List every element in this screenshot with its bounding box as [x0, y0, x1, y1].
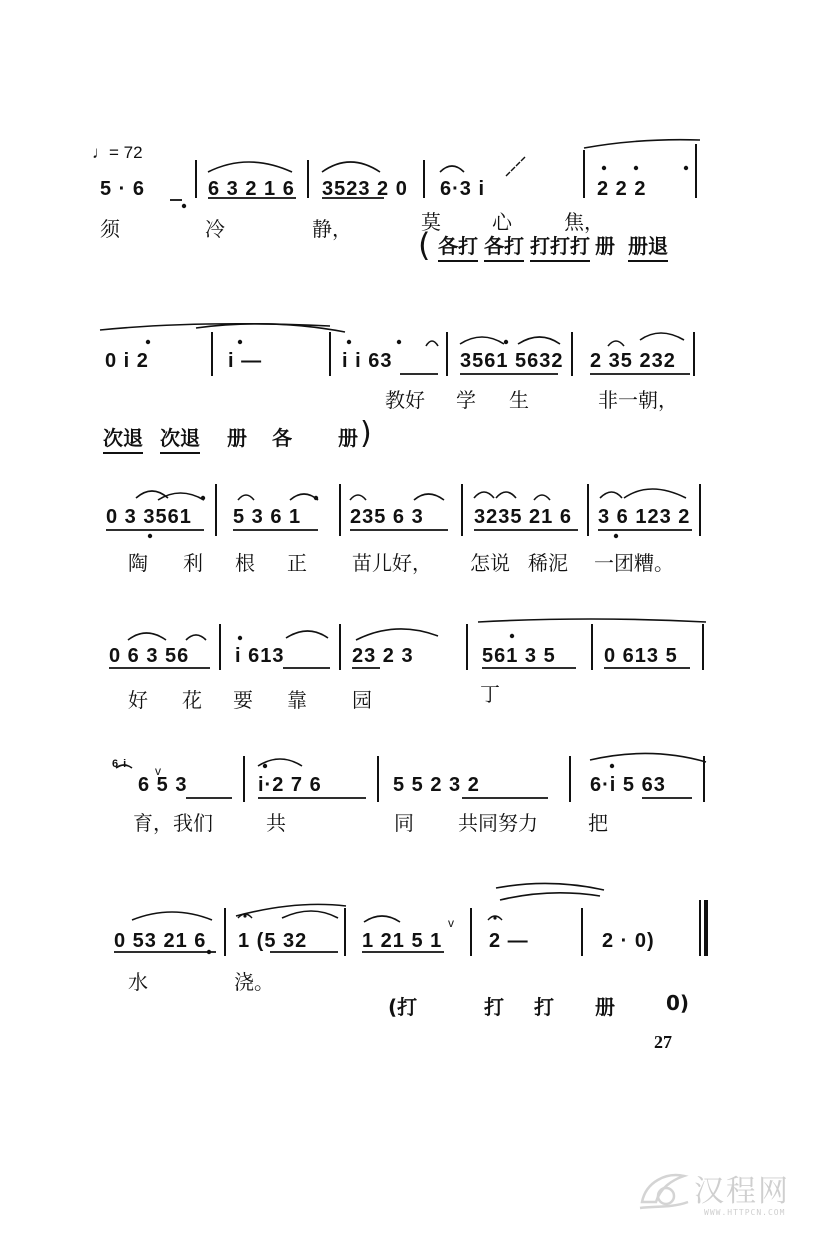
lyric: 靠 — [287, 688, 307, 712]
lyric: 须 — [100, 217, 120, 241]
lyric: 陶 — [128, 551, 148, 575]
lyric: 焦， — [564, 210, 604, 234]
perc-syllable: 打 — [534, 995, 554, 1019]
measure: 3 6 123 2 — [598, 506, 691, 528]
lyric: 一团糟。 — [594, 551, 674, 575]
lyric: 丁 — [480, 682, 500, 706]
measure: 0 i 2 — [105, 350, 149, 372]
perc-syllable: 各打 — [438, 230, 478, 262]
paren-open: ( — [418, 226, 431, 264]
measure: 5 3 6 1 — [233, 506, 302, 528]
lyric: 把 — [588, 811, 608, 835]
measure: 23 2 3 — [352, 645, 414, 667]
watermark-text: 汉程网 — [694, 1174, 790, 1209]
lyric: 利 — [183, 551, 203, 575]
watermark-url: WWW.HTTPCN.COM — [704, 1208, 786, 1217]
measure: 0 6 3 56 — [109, 645, 190, 667]
measure: 0 3 3561 — [106, 506, 192, 528]
measure: i 613 — [235, 645, 285, 667]
measure: 235 6 3 — [350, 506, 424, 528]
perc-syllable: 各打 — [484, 230, 524, 262]
lyric: 根 — [235, 551, 255, 575]
perc-syllable: (打 — [388, 995, 418, 1019]
perc-syllable: 0) — [666, 991, 690, 1015]
octave-dots — [146, 166, 691, 954]
perc-syllable: 册 — [595, 234, 615, 258]
paren-close: ) — [360, 416, 372, 451]
lyric: 学 — [456, 388, 476, 412]
lyric: 共 — [266, 811, 286, 835]
measure: 5 · 6 — [100, 178, 146, 200]
perc-syllable: 打 — [484, 995, 504, 1019]
bar-lines — [196, 144, 706, 956]
lyric: 好 — [128, 688, 148, 712]
lyric: 同 — [394, 811, 414, 835]
measure: 3235 21 6 — [474, 506, 572, 528]
lyric: 稀泥 — [528, 551, 568, 575]
lyric: 要 — [233, 688, 253, 712]
measure: 561 3 5 — [482, 645, 556, 667]
lyric: 心 — [492, 210, 512, 234]
measure: 5 5 2 3 2 — [393, 774, 480, 796]
measure: 2 2 2 — [597, 178, 647, 200]
perc-syllable: 打打打 — [530, 230, 590, 262]
perc-syllable: 册 — [227, 426, 247, 450]
perc-syllable: 册 — [338, 426, 358, 450]
lyric: 怎说 — [470, 551, 510, 575]
lyric: 浇。 — [234, 970, 274, 994]
measure: i — — [228, 350, 263, 372]
lyric: 生 — [509, 388, 529, 412]
lyric: 非一朝， — [598, 388, 678, 412]
perc-syllable: 各 — [272, 426, 292, 450]
breath-mark: v — [155, 764, 161, 778]
lyric: 正 — [287, 551, 307, 575]
measure: 0 53 21 6 — [114, 930, 207, 952]
perc-syllable: 册 — [595, 995, 615, 1019]
lyric: 苗儿好， — [352, 551, 432, 575]
lyric: 莫 — [421, 210, 441, 234]
lyric: 冷 — [205, 217, 225, 241]
measure: 1 21 5 1 — [362, 930, 443, 952]
tempo-marking: ♩= 72 — [92, 143, 143, 162]
glissando-mark — [506, 157, 525, 176]
page-number: 27 — [654, 1032, 672, 1052]
measure: 2 · 0) — [602, 930, 655, 952]
measure: i·2 7 6 — [258, 774, 322, 796]
measure: 3561 5632 — [460, 350, 564, 372]
breath-mark: v — [448, 916, 454, 930]
lyric: 花 — [182, 688, 202, 712]
measure: 1 (5 32 — [238, 930, 308, 952]
lyric: 育，我们 — [133, 811, 213, 835]
lyric: 水 — [128, 970, 148, 994]
measure: 2 35 232 — [590, 350, 676, 372]
measure: 6 3 2 1 6 — [208, 178, 295, 200]
lyric: 共同努力 — [458, 811, 538, 835]
perc-syllable: 次退 — [103, 422, 143, 454]
lyric: 静， — [312, 217, 352, 241]
rhythm-underlines — [106, 198, 692, 952]
grace-notes: 6 i — [112, 758, 128, 770]
measure: 6·3 i — [440, 178, 486, 200]
lyric: 教好 — [385, 388, 425, 412]
measure: 3523 2 0 — [322, 178, 408, 200]
lyric: 园 — [352, 688, 372, 712]
measure: 6 5 3 — [138, 774, 188, 796]
measure: 0 613 5 — [604, 645, 678, 667]
perc-syllable: 册退 — [628, 230, 668, 262]
measure: 6·i 5 63 — [590, 774, 666, 796]
perc-syllable: 次退 — [160, 422, 200, 454]
measure: i i 63 — [342, 350, 393, 372]
measure: 2 — — [489, 930, 529, 952]
